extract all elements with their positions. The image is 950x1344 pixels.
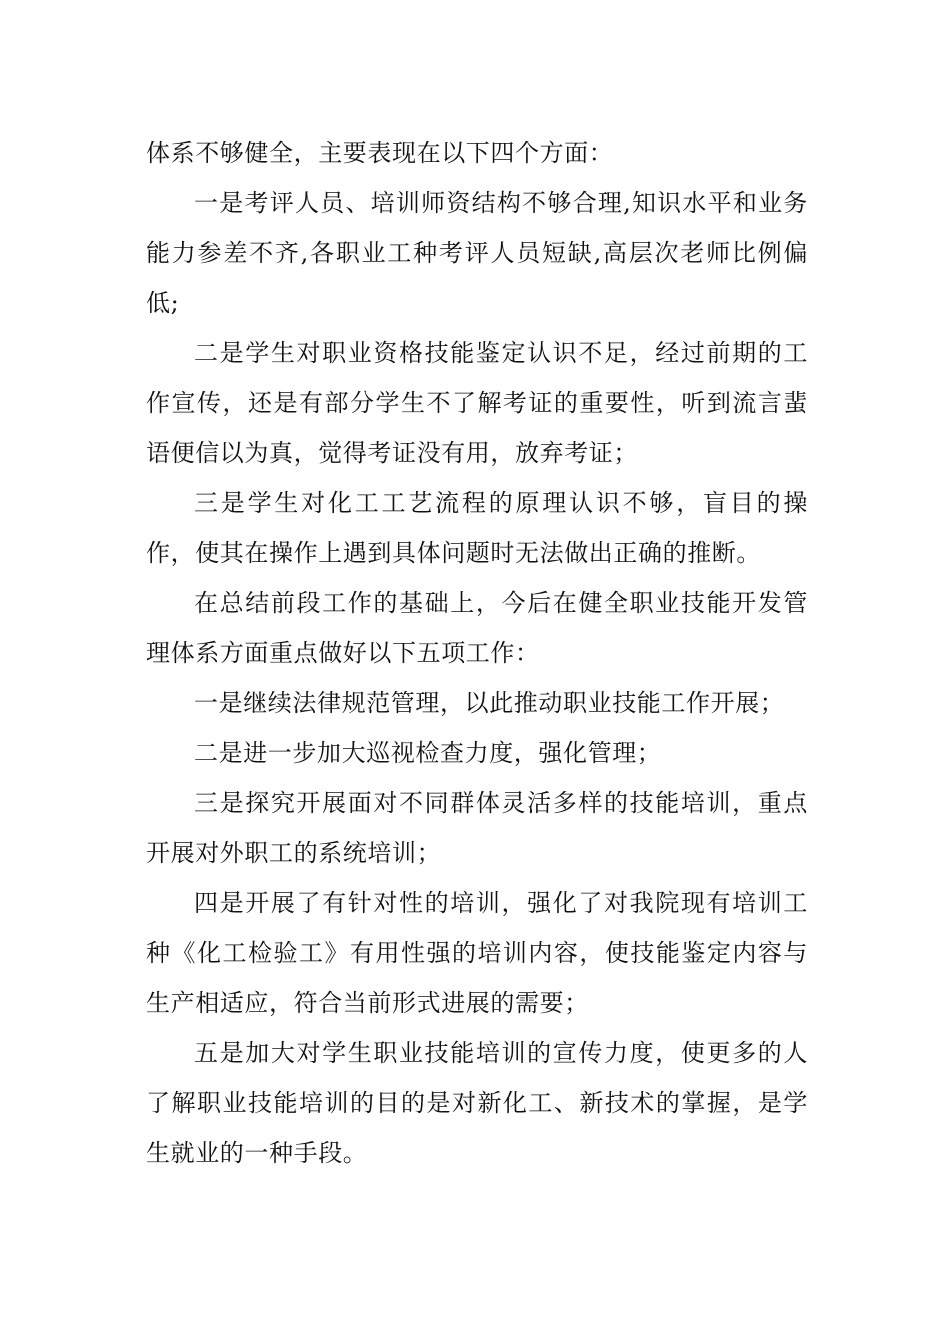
paragraph-intro: 体系不够健全，主要表现在以下四个方面： xyxy=(146,139,614,167)
paragraph-task-1: 一是继续法律规范管理，以此推动职业技能工作开展； xyxy=(194,689,785,717)
paragraph-task-2: 二是进一步加大巡视检查力度，强化管理； xyxy=(194,739,662,767)
paragraph-issue-3: 三是学生对化工工艺流程的原理认识不够，盲目的操作，使其在操作上遇到具体问题时无法做出正确的推断。 xyxy=(146,489,808,567)
paragraph-summary: 在总结前段工作的基础上，今后在健全职业技能开发管理体系方面重点做好以下五项工作： xyxy=(146,589,808,667)
paragraph-issue-2: 二是学生对职业资格技能鉴定认识不足，经过前期的工作宣传，还是有部分学生不了解考证的重要性，听到流言蜚语便信以为真，觉得考证没有用，放弃考证； xyxy=(146,339,808,467)
paragraph-task-5: 五是加大对学生职业技能培训的宣传力度，使更多的人了解职业技能培训的目的是对新化工、新技术的掌握，是学生就业的一种手段。 xyxy=(146,1039,808,1167)
paragraph-task-4: 四是开展了有针对性的培训，强化了对我院现有培训工种《化工检验工》有用性强的培训内容，使技能鉴定内容与生产相适应，符合当前形式进展的需要； xyxy=(146,889,808,1017)
paragraph-issue-1: 一是考评人员、培训师资结构不够合理,知识水平和业务能力参差不齐,各职业工种考评人员短缺,高层次老师比例偏低; xyxy=(146,189,808,317)
paragraph-task-3: 三是探究开展面对不同群体灵活多样的技能培训，重点开展对外职工的系统培训； xyxy=(146,789,808,867)
document-body xyxy=(146,128,808,1178)
